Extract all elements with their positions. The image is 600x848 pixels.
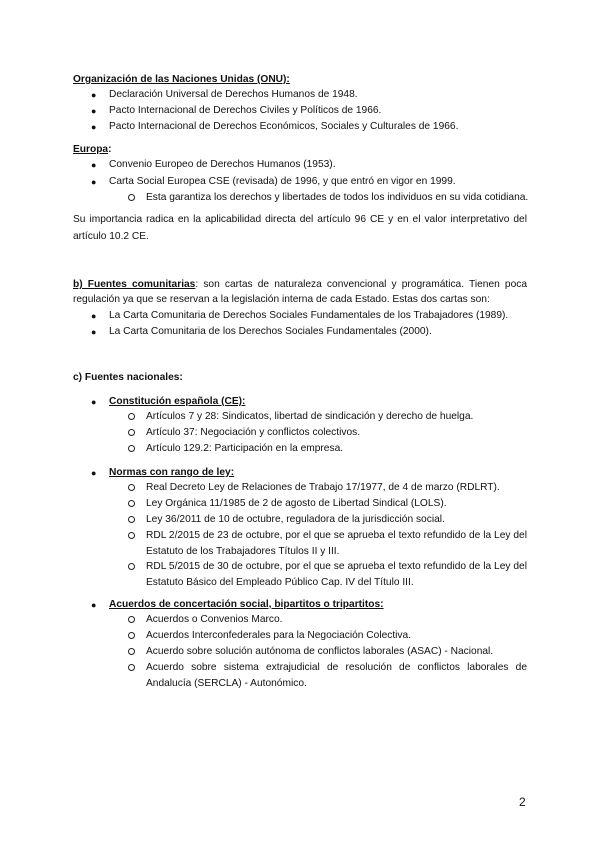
circle-bullet-icon (128, 484, 135, 491)
sub-list-item: Artículo 37: Negociación y conflictos colectivos. (146, 427, 361, 438)
circle-bullet-icon (128, 616, 135, 623)
sub-list-item: RDL 2/2015 de 23 de octubre, por el que se aprueba el texto refundido de la Ley del (146, 530, 527, 541)
bullet-icon: ● (91, 177, 97, 187)
paragraph-line: artículo 10.2 CE. (73, 231, 149, 242)
bullet-icon: ● (91, 468, 97, 478)
list-item: La Carta Comunitaria de los Derechos Sociales Fundamentales (2000). (109, 326, 432, 337)
circle-bullet-icon (128, 632, 135, 639)
sub-list-item: Acuerdos o Convenios Marco. (146, 614, 283, 625)
list-item: Declaración Universal de Derechos Humanos de 1948. (109, 89, 358, 100)
sub-list-item-continuation: Estatuto Básico del Empleado Público Cap. IV del Título III. (146, 577, 414, 588)
circle-bullet-icon (128, 500, 135, 507)
acuerdos-title: Acuerdos de concertación social, bipartitos o tripartitos: (109, 599, 384, 610)
bullet-icon: ● (91, 106, 97, 116)
page-number: 2 (519, 795, 526, 809)
list-item: Pacto Internacional de Derechos Económicos, Sociales y Culturales de 1966. (109, 121, 459, 132)
bullet-icon: ● (91, 311, 97, 321)
bullet-icon: ● (91, 397, 97, 407)
sub-list-item: Real Decreto Ley de Relaciones de Trabajo 17/1977, de 4 de marzo (RDLRT). (146, 482, 500, 493)
paragraph-line: regulación ya que se reservan a la legislación interna de cada Estado. Estas dos cartas son: (73, 294, 490, 305)
list-item: Pacto Internacional de Derechos Civiles y Políticos de 1966. (109, 105, 382, 116)
sub-list-item-continuation: Andalucía (SERCLA) - Autonómico. (146, 678, 307, 689)
normas-title: Normas con rango de ley: (109, 467, 235, 478)
sub-list-item: Esta garantiza los derechos y libertades de todos los individuos en su vida cotidiana. (146, 192, 529, 203)
bullet-icon: ● (91, 160, 97, 170)
circle-bullet-icon (128, 429, 135, 436)
circle-bullet-icon (128, 532, 135, 539)
paragraph-line: Su importancia radica en la aplicabilidad directa del artículo 96 CE y en el valor interpretativo del (73, 214, 527, 225)
nacionales-heading: c) Fuentes nacionales: (73, 372, 183, 383)
list-item: La Carta Comunitaria de Derechos Sociales Fundamentales de los Trabajadores (1989). (109, 310, 509, 321)
circle-bullet-icon (128, 516, 135, 523)
circle-bullet-icon (128, 194, 135, 201)
onu-heading: Organización de las Naciones Unidas (ONU): (73, 74, 290, 85)
europa-heading: Europa: (73, 144, 112, 155)
sub-list-item-continuation: Estatuto de los Trabajadores Títulos II y III. (146, 546, 340, 557)
sub-list-item: Artículos 7 y 28: Sindicatos, libertad de sindicación y derecho de huelga. (146, 411, 474, 422)
constitucion-title: Constitución española (CE): (109, 396, 246, 407)
circle-bullet-icon (128, 563, 135, 570)
bullet-icon: ● (91, 600, 97, 610)
sub-list-item: Acuerdo sobre sistema extrajudicial de resolución de conflictos laborales de (146, 662, 527, 673)
sub-list-item: Artículo 129.2: Participación en la empresa. (146, 443, 344, 454)
comunitarias-paragraph: b) Fuentes comunitarias: son cartas de naturaleza convencional y programática. Tienen poca (73, 279, 527, 290)
sub-list-item: RDL 5/2015 de 30 de octubre, por el que se aprueba el texto refundido de la Ley del (146, 561, 527, 572)
sub-list-item: Ley Orgánica 11/1985 de 2 de agosto de Libertad Sindical (LOLS). (146, 498, 447, 509)
sub-list-item: Acuerdos Interconfederales para la Negociación Colectiva. (146, 630, 412, 641)
circle-bullet-icon (128, 445, 135, 452)
list-item: Convenio Europeo de Derechos Humanos (1953). (109, 159, 336, 170)
circle-bullet-icon (128, 648, 135, 655)
bullet-icon: ● (91, 327, 97, 337)
bullet-icon: ● (91, 122, 97, 132)
sub-list-item: Ley 36/2011 de 10 de octubre, reguladora de la jurisdicción social. (146, 514, 445, 525)
circle-bullet-icon (128, 664, 135, 671)
circle-bullet-icon (128, 413, 135, 420)
bullet-icon: ● (91, 90, 97, 100)
list-item: Carta Social Europea CSE (revisada) de 1996, y que entró en vigor en 1999. (109, 176, 456, 187)
sub-list-item: Acuerdo sobre solución autónoma de conflictos laborales (ASAC) - Nacional. (146, 646, 494, 657)
